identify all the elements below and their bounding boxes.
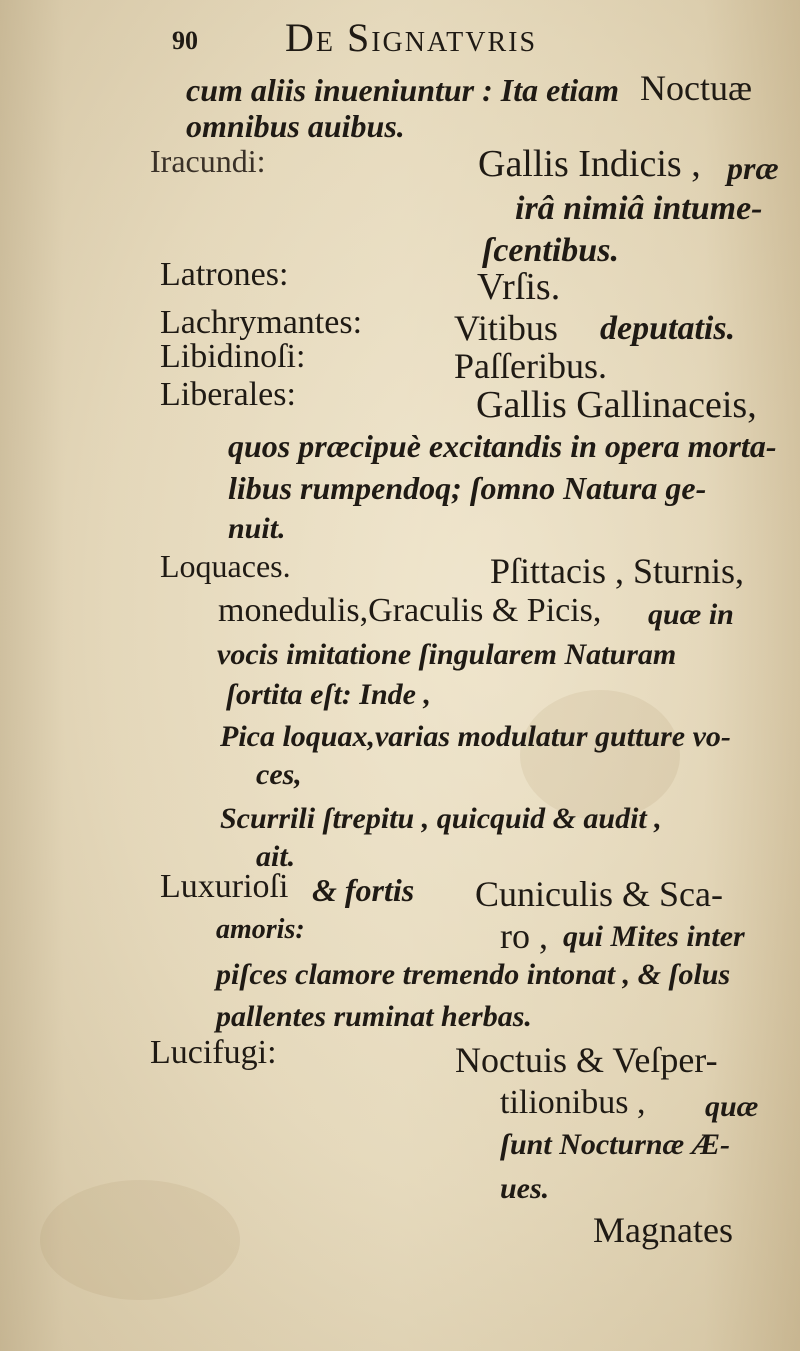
text-line: vocis imitatione ſingularem Naturam [217,638,677,671]
text-line: Lucifugi: [150,1034,277,1071]
text-line: Luxurioſi [160,868,289,905]
text-line: Gallis Indicis , [478,143,701,185]
text-line: libus rumpendoq; ſomno Natura ge- [228,470,707,506]
text-line: Gallis Gallinaceis, [476,384,757,426]
paper-stain [40,1180,240,1300]
text-line: qui Mites inter [563,920,745,953]
text-line: tilionibus , [500,1084,646,1121]
page-number: 90 [172,26,198,55]
paper-stain [520,690,680,820]
text-line: deputatis. [600,310,736,347]
catchword: Magnates [593,1210,733,1250]
text-line: Noctuæ [640,68,752,108]
text-line: amoris: [216,914,305,945]
text-line: ſcentibus. [482,232,619,269]
text-line: Loquaces. [160,548,291,584]
text-line: piſces clamore tremendo intonat , & ſolus [216,958,731,991]
text-line: ait. [256,840,296,873]
text-line: Liberales: [160,376,296,413]
text-line: pallentes ruminat herbas. [216,1000,532,1033]
text-line: ces, [256,758,302,791]
text-line: Paſſeribus. [454,346,607,386]
text-line: Lachrymantes: [160,304,363,341]
text-line: ſunt Nocturnæ Æ- [500,1128,731,1161]
text-line: Libidinoſi: [160,338,306,375]
text-line: ſortita eſt: Inde , [226,678,431,711]
text-line: Vrſis. [477,266,561,308]
running-title: De Signatvris [285,15,538,60]
text-line: & fortis [312,872,415,908]
text-line: cum aliis inueniuntur : Ita etiam [186,72,619,108]
text-line: Pſittacis , Sturnis, [490,551,745,591]
text-line: ues. [500,1172,550,1205]
text-line: quos præcipuè excitandis in opera morta- [228,428,777,464]
text-line: monedulis,Graculis & Picis, [218,592,602,629]
text-line: præ [727,150,779,186]
text-line: quæ [705,1090,759,1123]
text-line: quæ in [648,598,734,631]
text-line: Vitibus [454,308,558,348]
text-line: Pica loquax,varias modulatur gutture vo- [220,720,731,753]
text-line: Scurrili ſtrepitu , quicquid & audit , [220,802,662,835]
text-line: ro , [500,916,548,956]
text-line: Noctuis & Veſper- [455,1040,718,1080]
text-line: Iracundi: [150,143,266,179]
text-line: omnibus auibus. [186,108,405,144]
text-line: irâ nimiâ intume- [515,190,763,227]
text-line: Latrones: [160,256,289,293]
text-line: nuit. [228,512,286,545]
text-line: Cuniculis & Sca- [475,874,723,914]
